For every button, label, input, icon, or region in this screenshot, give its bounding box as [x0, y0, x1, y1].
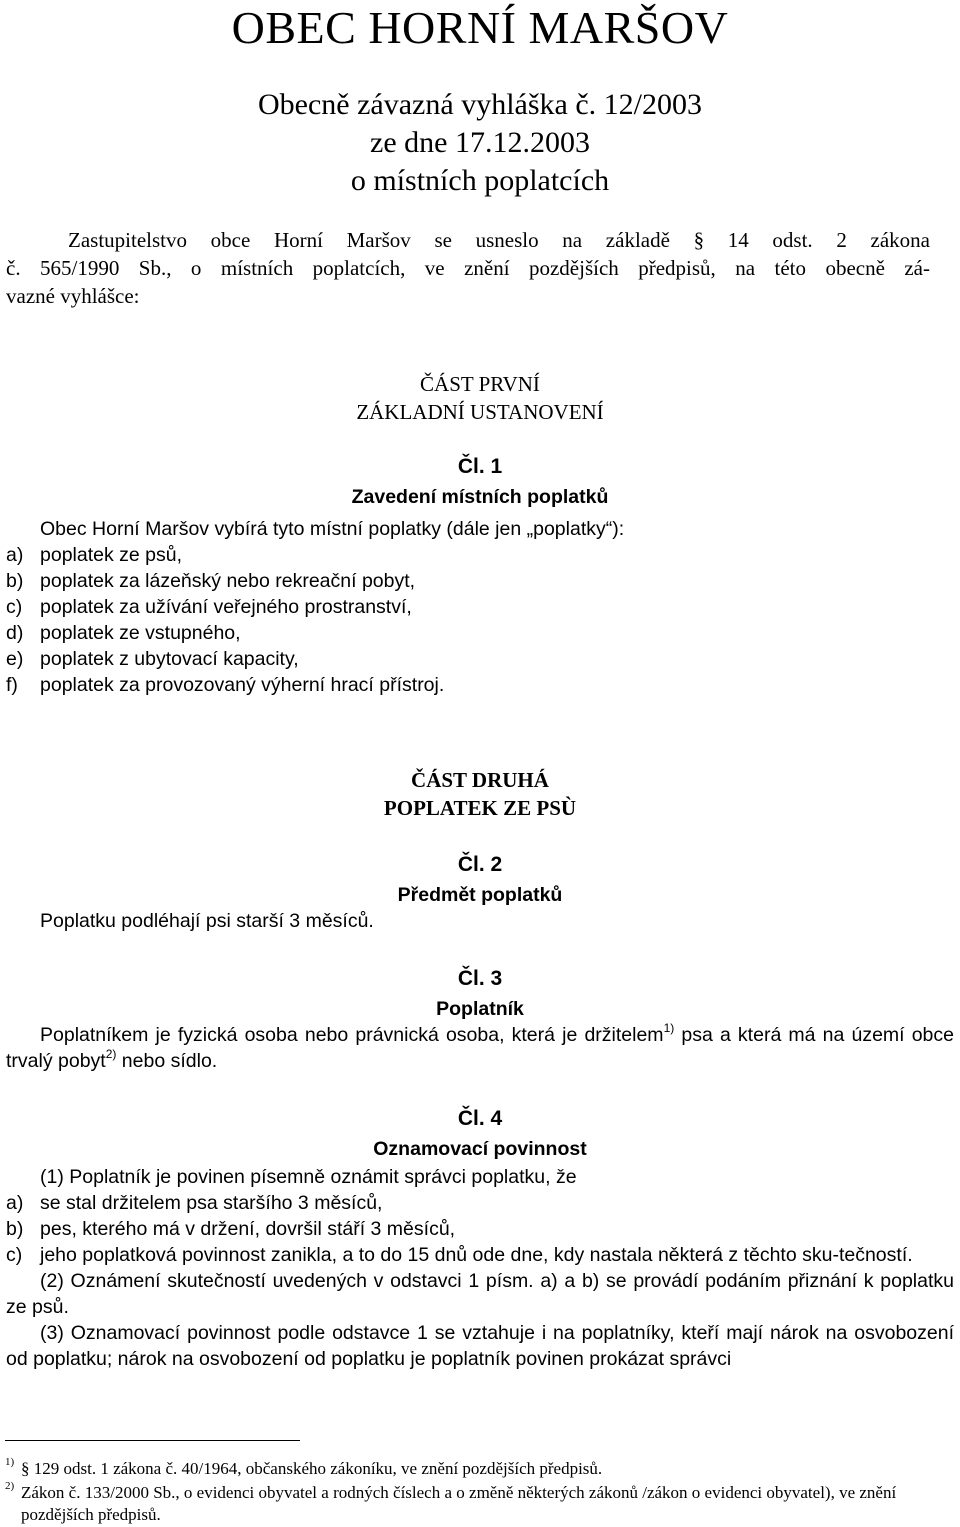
footnote-ref-2: 2) [105, 1047, 117, 1061]
subtitle-line-1: Obecně závazná vyhláška č. 12/2003 [258, 88, 702, 121]
article-2-text: Poplatku podléhají psi starší 3 měsíců. [40, 910, 374, 932]
list-item [6, 620, 936, 646]
article-4-body [6, 1164, 954, 1372]
list-item-label: a) [6, 544, 24, 566]
article-1-lead: Obec Horní Maršov vybírá tyto místní poplatky (dále jen „poplatky“): [40, 518, 625, 540]
footnote-separator [5, 1440, 300, 1441]
intro-line-1: Zastupitelstvo obce Horní Maršov se usneslo na základě § 14 odst. 2 zákona [68, 228, 930, 252]
list-item-label: a) [6, 1192, 24, 1214]
list-item [6, 1242, 954, 1268]
article-3-body [6, 1022, 954, 1074]
list-item-text: poplatek za provozovaný výherní hrací přístroj. [40, 674, 445, 696]
list-item [6, 568, 936, 594]
article-3-text-b: psa a která má na území obce trvalý pobyt [6, 1024, 954, 1072]
list-item [6, 1190, 954, 1216]
list-item-label: f) [6, 674, 18, 696]
article-4-number: Čl. 4 [457, 1107, 503, 1130]
article-3-title: Poplatník [436, 998, 524, 1020]
list-item-label: d) [6, 622, 24, 644]
article-3-paragraph [6, 1022, 954, 1074]
footnote-2 [5, 1482, 955, 1526]
list-item-text: poplatek z ubytovací kapacity, [40, 648, 299, 670]
footnote-1 [5, 1458, 955, 1480]
part-2-heading [0, 766, 960, 822]
list-item-text: poplatek za užívání veřejného prostranství, [40, 596, 412, 618]
article-1-number: Čl. 1 [457, 455, 503, 478]
article-3 [0, 966, 960, 1022]
list-item-label: c) [6, 1244, 23, 1266]
list-item-label: e) [6, 648, 24, 670]
footnote-ref-1: 1) [663, 1021, 675, 1035]
list-item [6, 646, 936, 672]
article-3-text-c: nebo sídlo. [116, 1050, 218, 1072]
part-1-subtitle: ZÁKLADNÍ USTANOVENÍ [356, 400, 604, 424]
footnote-1-number: 1) [5, 1456, 15, 1468]
article-4-p3: (3) Oznamovací povinnost podle odstavce 1 se vztahuje i na poplatníky, kteří mají nárok na osvobození od poplatku; nárok na osvobození od poplatku je poplatník povinen prokázat správci [6, 1322, 954, 1370]
part-1-heading [0, 370, 960, 426]
list-item [6, 594, 936, 620]
footnote-2-text: Zákon č. 133/2000 Sb., o evidenci obyvatel a rodných číslech a o změně některých zákonů /zákon o evidenci obyvatel), ve znění pozdějších předpisů. [21, 1483, 897, 1524]
list-item-text: poplatek za lázeňský nebo rekreační pobyt, [40, 570, 416, 592]
subtitle-line-2: ze dne 17.12.2003 [370, 126, 590, 159]
part-2-title: ČÁST DRUHÁ [411, 768, 549, 792]
article-2-number: Čl. 2 [457, 853, 503, 876]
article-3-text-a: Poplatníkem je fyzická osoba nebo právnická osoba, která je držitelem [40, 1024, 664, 1046]
notification-list [6, 1190, 954, 1268]
document-title: OBEC HORNÍ MARŠOV [231, 2, 729, 53]
intro-paragraph [6, 226, 930, 310]
article-2 [0, 852, 960, 908]
list-item-text: poplatek ze psů, [40, 544, 183, 566]
footnote-2-number: 2) [5, 1480, 15, 1492]
article-2-title: Předmět poplatků [397, 884, 563, 906]
subtitle-line-3: o místních poplatcích [350, 164, 610, 197]
part-2-subtitle: POPLATEK ZE PSÙ [383, 796, 577, 820]
article-4 [0, 1106, 960, 1162]
list-item-text: jeho poplatková povinnost zanikla, a to do 15 dnů ode dne, kdy nastala některá z těchto sku-tečností. [40, 1244, 913, 1266]
list-item-text: pes, kterého má v držení, dovršil stáří 3 měsíců, [40, 1218, 456, 1240]
list-item-label: b) [6, 1218, 24, 1240]
article-3-number: Čl. 3 [457, 967, 503, 990]
list-item-text: se stal držitelem psa staršího 3 měsíců, [40, 1192, 383, 1214]
article-1-body [6, 516, 936, 698]
footnote-1-text: § 129 odst. 1 zákona č. 40/1964, občanského zákoníku, ve znění pozdějších předpisů. [21, 1459, 603, 1478]
list-item-label: b) [6, 570, 24, 592]
intro-line-2: č. 565/1990 Sb., o místních poplatcích, ve znění pozdějších předpisů, na této obecně zá- [6, 256, 930, 280]
article-4-p1: (1) Poplatník je povinen písemně oznámit správci poplatku, že [40, 1166, 577, 1188]
part-1-title: ČÁST PRVNÍ [420, 372, 540, 396]
document-subtitle [0, 86, 960, 200]
article-1 [0, 454, 960, 510]
article-4-p2: (2) Oznámení skutečností uvedených v odstavci 1 písm. a) a b) se provádí podáním přiznání k poplatku ze psů. [6, 1270, 954, 1318]
list-item [6, 542, 936, 568]
list-item-label: c) [6, 596, 23, 618]
article-1-title: Zavedení místních poplatků [351, 486, 609, 508]
article-4-title: Oznamovací povinnost [373, 1138, 587, 1160]
list-item-text: poplatek ze vstupného, [40, 622, 241, 644]
list-item [6, 1216, 954, 1242]
fee-list [6, 542, 936, 698]
intro-line-3: vazné vyhlášce: [6, 284, 140, 308]
list-item [6, 672, 936, 698]
